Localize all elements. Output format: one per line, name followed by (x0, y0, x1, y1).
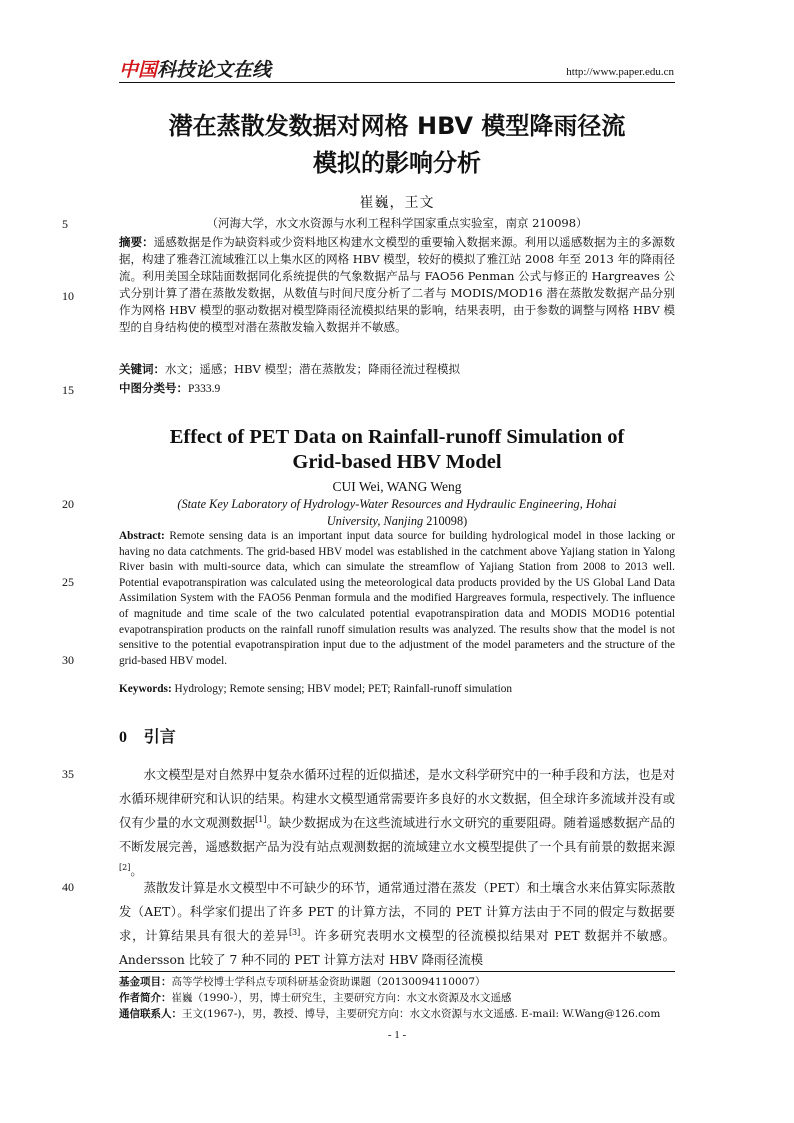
citation-ref[interactable]: [3] (288, 927, 301, 937)
footnote-rule (119, 971, 675, 972)
section-title: 引言 (143, 727, 176, 746)
intro-p1-text-c: 。 (130, 864, 143, 878)
abstract-cn (119, 234, 675, 336)
header-url[interactable]: http://www.paper.edu.cn (566, 66, 674, 78)
page-number: - 1 - (387, 1029, 407, 1041)
line-number: 5 (62, 217, 68, 231)
keywords-en-label: Keywords: (119, 683, 172, 695)
fund-text: 高等学校博士学科点专项科研基金资助课题（20130094110007） (171, 976, 486, 988)
abstract-en-text: Remote sensing data is an important input data source for building hydrological model in those lacking or having no data catchments. The grid-based HBV model was established in the catchment above Yajiang station in Yalong River basin with multi-source data, which can simulate the streamflow of Yajiang Station from 2008 to 2013 well. Potential evapotranspiration was calculated using the meteorological data products provided by the US Global Land Data Assimilation System with the FAO56 Penman formula and the modified Hargreaves formula, respectively. The influence of magnitude and time scale of the two calculated potential evapotranspiration data and MODIS MOD16 potential evapotranspiration products on the rainfall runoff simulation results was analyzed. The results show that the model is not sensitive to the potential evapotranspiration input due to the adjustment of the model parameters and the structure of the grid-based HBV model. (119, 530, 675, 667)
clc-label: 中图分类号： (119, 381, 188, 395)
site-logo (119, 58, 271, 82)
affiliation-cn: （河海大学，水文水资源与水利工程科学国家重点实验室，南京 210098） (206, 216, 588, 230)
affiliation-en (100, 496, 694, 530)
abstract-cn-text: 遥感数据是作为缺资料或少资料地区构建水文模型的重要输入数据来源。利用以遥感数据为主的多源数据，构建了雅砻江流域雅江以上集水区的网格 HBV 模型，较好的模拟了雅江站 2008 年至 2013 年的降雨径流。利用美国全球陆面数据同化系统提供的气象数据产品与 FAO56 Penman 公式与修正的 Hargreaves 公式分别计算了潜在蒸散发数据，从数值与时间尺度分析了二者与 MODIS/MOD16 潜在蒸散发数据产品分别作为网格 HBV 模型的驱动数据对模型降雨径流模拟结果的影响，结果表明，由于参数的调整与网格 HBV 模型的自身结构使的模型对潜在蒸散发输入数据并不敏感。 (119, 235, 676, 334)
citation-ref[interactable]: [2] (119, 862, 131, 872)
intro-p1-text-b: 。缺少数据成为在这些流域进行水文研究的重要阻碍。随着遥感数据产品的不断发展完善，遥感数据产品为没有站点观测数据的流域建立水文模型提供了一个具有前景的数据来源 (119, 816, 675, 854)
line-number: 30 (62, 653, 74, 667)
affiliation-en-code: 210098) (426, 514, 468, 528)
keywords-cn-text: 水文；遥感；HBV 模型；潜在蒸散发；降雨径流过程模拟 (165, 362, 460, 376)
section-heading (119, 724, 176, 747)
footnote-contact (119, 1006, 675, 1023)
abstract-en (119, 529, 675, 669)
title-en-line1: Effect of PET Data on Rainfall-runoff Simulation of (169, 426, 625, 448)
footnote-fund (119, 974, 675, 991)
abstract-cn-label: 摘要： (119, 235, 154, 249)
keywords-en-text: Hydrology; Remote sensing; HBV model; PET; Rainfall-runoff simulation (174, 683, 513, 695)
intro-paragraph-1 (119, 763, 675, 883)
author-label: 作者简介： (119, 992, 172, 1004)
title-cn-line1: 潜在蒸散发数据对网格 HBV 模型降雨径流 (168, 112, 626, 140)
affiliation-en-line2: University, Nanjing (326, 514, 427, 528)
line-number: 15 (62, 383, 74, 397)
contact-label: 通信联系人： (119, 1008, 182, 1020)
fund-label: 基金项目： (119, 976, 172, 988)
keywords-cn (119, 361, 675, 378)
affiliation-en-line1: (State Key Laboratory of Hydrology-Water Resources and Hydraulic Engineering, Hohai (177, 497, 617, 511)
citation-ref[interactable]: [1] (255, 814, 267, 824)
abstract-en-label: Abstract: (119, 530, 165, 542)
line-number: 20 (62, 497, 74, 511)
logo-dark-part: 科技论文在线 (157, 59, 272, 81)
section-number: 0 (119, 729, 127, 746)
keywords-cn-label: 关键词： (119, 362, 165, 376)
line-number: 10 (62, 289, 74, 303)
title-en-line2: Grid-based HBV Model (292, 451, 502, 473)
header-rule (119, 82, 675, 83)
clc-text: P333.9 (188, 383, 221, 395)
clc-number (119, 380, 675, 398)
intro-p2-text-b: 。许多研究表明水文模型的径流模拟结果对 PET 数据并不敏感。Andersson 比较了 7 种不同的 PET 计算方法对 HBV 降雨径流模 (119, 929, 675, 967)
title-cn-line2: 模拟的影响分析 (313, 149, 481, 177)
contact-text: 王文(1967-)，男，教授、博导，主要研究方向：水文水资源与水文遥感. E-mail: W.Wang@126.com (182, 1008, 661, 1020)
line-number: 25 (62, 575, 74, 589)
intro-p1-text-a: 水文模型是对自然界中复杂水循环过程的近似描述，是水文科学研究中的一种手段和方法，也是对水循环规律研究和认识的结果。构建水文模型通常需要许多良好的水文数据，但全球许多流域并没有或仅有少量的水文观测数据 (119, 768, 675, 830)
author-text: 崔巍（1990-），男，博士研究生，主要研究方向：水文水资源及水文遥感 (171, 992, 512, 1004)
line-number: 35 (62, 767, 74, 781)
authors-en: CUI Wei, WANG Weng (332, 479, 462, 494)
intro-p2-text-a: 蒸散发计算是水文模型中不可缺少的环节，通常通过潜在蒸发（PET）和土壤含水来估算实际蒸散发（AET）。科学家们提出了许多 PET 的计算方法，不同的 PET 计算方法由于不同的假定与数据要求，计算结果具有很大的差异 (119, 881, 675, 943)
intro-paragraph-2 (119, 876, 675, 972)
line-number: 40 (62, 880, 74, 894)
authors-cn: 崔巍，王文 (359, 195, 435, 211)
keywords-en (119, 682, 675, 698)
logo-red-part: 中国 (119, 59, 158, 81)
footnote-author (119, 990, 675, 1007)
